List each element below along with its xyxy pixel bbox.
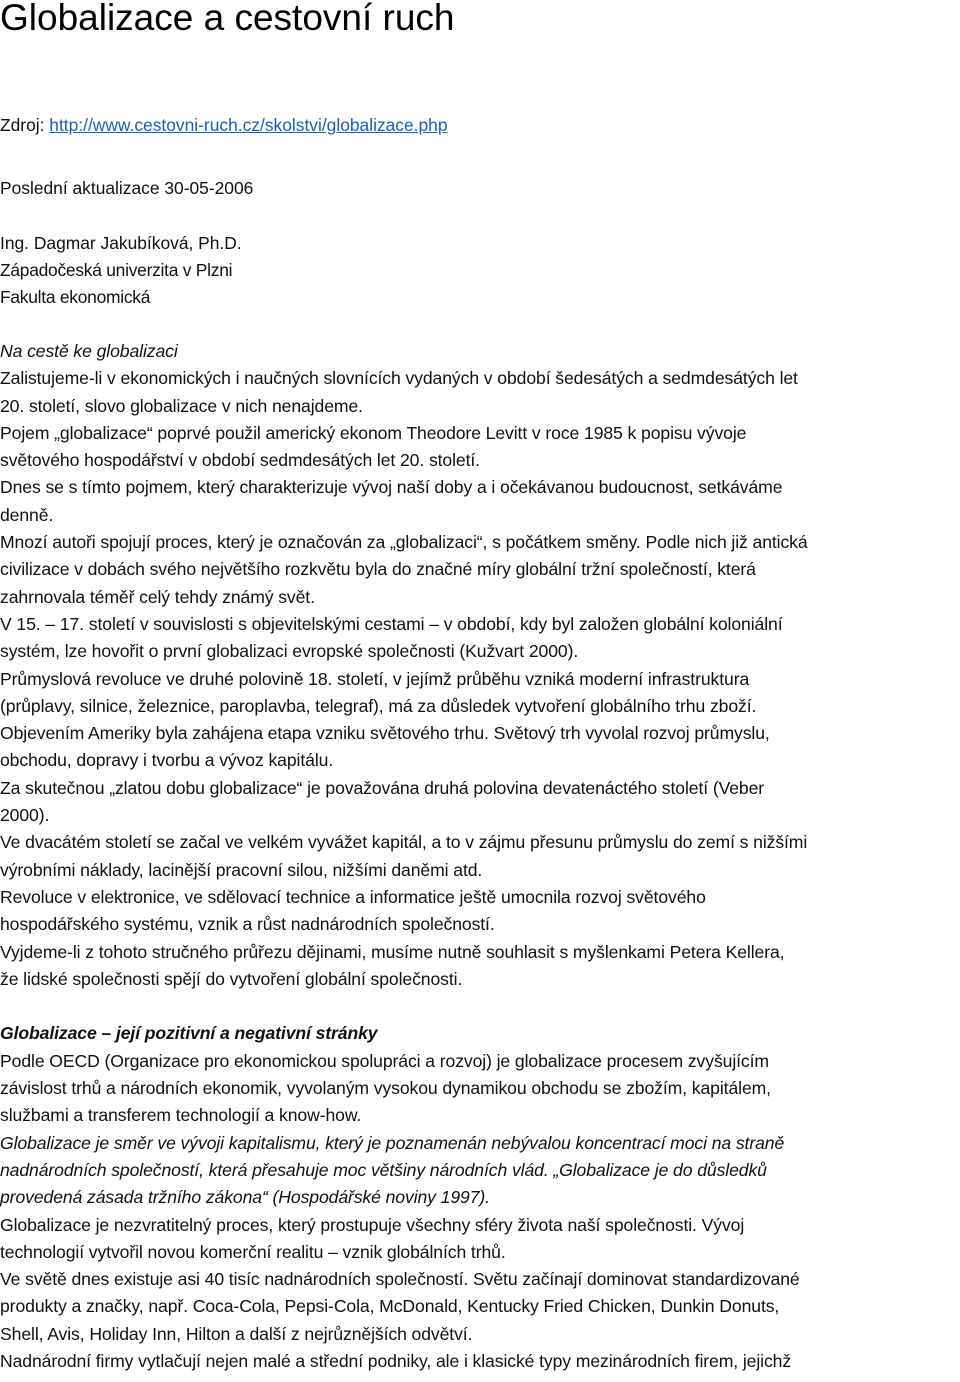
paragraph-line: 20. století, slovo globalizace v nich nenajdeme. xyxy=(0,395,363,416)
paragraph-line: Shell, Avis, Holiday Inn, Hilton a další z nejrůznějších odvětví. xyxy=(0,1323,473,1344)
paragraph-line: Mnozí autoři spojují proces, který je označován za „globalizaci“, s počátkem směny. Podle nich již antická xyxy=(0,532,808,553)
paragraph-line: světového hospodářství v období sedmdesátých let 20. století. xyxy=(0,450,480,471)
paragraph-line: Nadnárodní firmy vytlačují nejen malé a střední podniky, ale i klasické typy mezinárodních firem, jejichž xyxy=(0,1350,792,1371)
paragraph-line: Podle OECD (Organizace pro ekonomickou spolupráci a rozvoj) je globalizace procesem zvyšujícím xyxy=(0,1050,769,1071)
source-line xyxy=(0,114,448,136)
section-heading: Na cestě ke globalizaci xyxy=(0,341,178,361)
paragraph-line: 2000). xyxy=(0,805,50,826)
author-name: Ing. Dagmar Jakubíková, Ph.D. xyxy=(0,233,242,253)
page-title: Globalizace a cestovní ruch xyxy=(0,0,455,38)
paragraph-line: Pojem „globalizace“ poprvé použil americký ekonom Theodore Levitt v roce 1985 k popisu vývoje xyxy=(0,422,747,443)
paragraph-line: Vyjdeme-li z tohoto stručného průřezu dějinami, musíme nutně souhlasit s myšlenkami Petera Kellera, xyxy=(0,941,785,962)
paragraph-line: výrobními náklady, lacinější pracovní silou, nižšími daněmi atd. xyxy=(0,859,483,880)
paragraph-line: Dnes se s tímto pojmem, který charakterizuje vývoj naší doby a i očekávanou budoucnost, setkáváme xyxy=(0,477,783,498)
paragraph-line: hospodářského systému, vznik a růst nadnárodních společností. xyxy=(0,914,495,935)
source-label: Zdroj: xyxy=(0,115,45,135)
last-updated: Poslední aktualizace 30-05-2006 xyxy=(0,178,254,198)
paragraph-line: civilizace v dobách svého největšího rozkvětu byla do značné míry globální tržní společností, která xyxy=(0,559,756,580)
paragraph-line: systém, lze hovořit o první globalizaci evropské společnosti (Kužvart 2000). xyxy=(0,641,579,662)
section-gap xyxy=(0,993,960,1020)
paragraph-line: produkty a značky, např. Coca-Cola, Pepsi-Cola, McDonald, Kentucky Fried Chicken, Dunkin Donuts, xyxy=(0,1296,780,1317)
quote-line: Globalizace je směr ve vývoji kapitalismu, který je poznamenán nebývalou koncentrací moci na straně xyxy=(0,1132,785,1153)
quote-line: provedená zásada tržního zákona“ (Hospodářské noviny 1997). xyxy=(0,1187,490,1208)
section-heading: Globalizace – její pozitivní a negativní stránky xyxy=(0,1023,378,1044)
source-link[interactable]: http://www.cestovni-ruch.cz/skolstvi/globalizace.php xyxy=(49,115,448,135)
paragraph-line: Objevením Ameriky byla zahájena etapa vzniku světového trhu. Světový trh vyvolal rozvoj průmyslu, xyxy=(0,723,770,744)
paragraph-line: závislost trhů a národních ekonomik, vyvolaným vysokou dynamikou obchodu se zbožím, kapitálem, xyxy=(0,1078,771,1099)
author-faculty: Fakulta ekonomická xyxy=(0,287,151,307)
paragraph-line: (průplavy, silnice, železnice, paroplavba, telegraf), má za důsledek vytvoření globálního trhu zboží. xyxy=(0,695,757,716)
paragraph-line: Za skutečnou „zlatou dobu globalizace“ je považována druhá polovina devatenáctého století (Veber xyxy=(0,777,765,798)
paragraph-line: V 15. – 17. století v souvislosti s objevitelskými cestami – v období, kdy byl založen globální koloniální xyxy=(0,613,783,634)
paragraph-line: Revoluce v elektronice, ve sdělovací technice a informatice ještě umocnila rozvoj světového xyxy=(0,886,706,907)
quote-line: nadnárodních společností, která přesahuje moc většiny národních vlád. „Globalizace je do důsledků xyxy=(0,1159,767,1180)
paragraph-line: Ve dvacátém století se začal ve velkém vyvážet kapitál, a to v zájmu přesunu průmyslu do zemí s nižšími xyxy=(0,832,808,853)
author-university: Západočeská univerzita v Plzni xyxy=(0,260,233,280)
paragraph-line: službami a transferem technologií a know-how. xyxy=(0,1105,362,1126)
paragraph-line: Zalistujeme-li v ekonomických i naučných slovnících vydaných v období šedesátých a sedmdesátých let xyxy=(0,368,798,389)
paragraph-line: denně. xyxy=(0,504,54,525)
paragraph-line: že lidské společnosti spějí do vytvoření globální společnosti. xyxy=(0,968,463,989)
paragraph-line: Ve světě dnes existuje asi 40 tisíc nadnárodních společností. Světu začínají dominovat standardizované xyxy=(0,1269,800,1290)
paragraph-line: zahrnovala téměř celý tehdy známý svět. xyxy=(0,586,315,607)
paragraph-line: Globalizace je nezvratitelný proces, který prostupuje všechny sféry života naší společnosti. Vývoj xyxy=(0,1214,745,1235)
article-body xyxy=(0,338,960,1375)
paragraph-line: Průmyslová revoluce ve druhé polovině 18. století, v jejímž průběhu vzniká moderní infrastruktura xyxy=(0,668,750,689)
paragraph-line: obchodu, dopravy i tvorbu a vývoz kapitálu. xyxy=(0,750,334,771)
paragraph-line: technologií vytvořil novou komerční realitu – vznik globálních trhů. xyxy=(0,1241,506,1262)
